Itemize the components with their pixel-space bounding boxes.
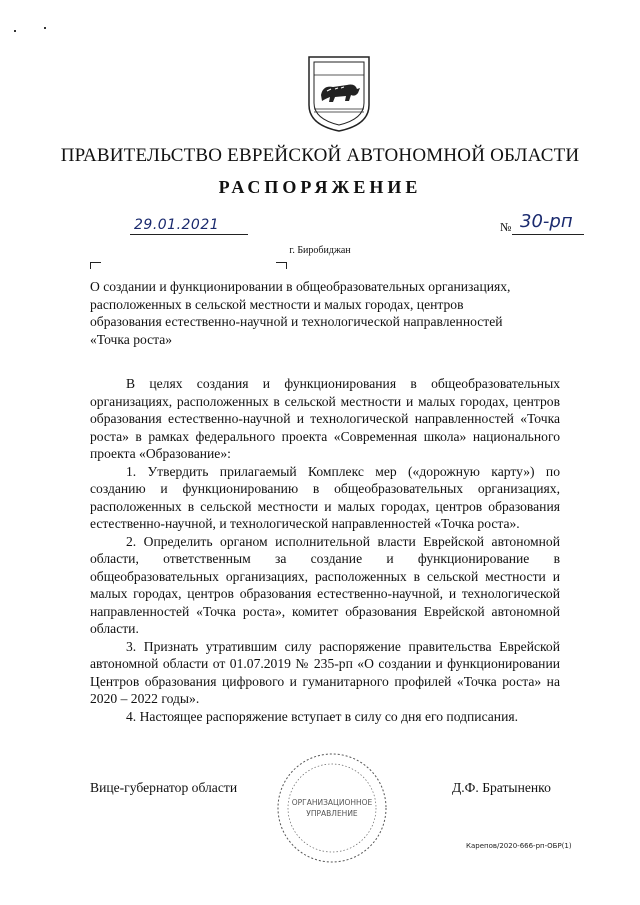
title-bracket-right [276, 262, 287, 269]
title-line: «Точка роста» [90, 331, 173, 347]
scan-speck [14, 30, 16, 32]
title-line: образования естественно-научной и технологической направленностей [90, 314, 503, 329]
document-body [90, 375, 560, 725]
signer-name: Д.Ф. Братыненко [452, 780, 551, 795]
coat-of-arms-emblem [305, 55, 373, 133]
title-bracket-left [90, 262, 101, 269]
title-line: расположенных в сельской местности и малых городах, центров [90, 296, 464, 312]
svg-text:ОРГАНИЗАЦИОННОЕ: ОРГАНИЗАЦИОННОЕ [291, 798, 373, 807]
document-number: 30-рп [520, 211, 573, 232]
svg-text:УПРАВЛЕНИЕ: УПРАВЛЕНИЕ [306, 809, 358, 818]
clause-3-paragraph: 3. Признать утратившим силу распоряжение правительства Еврейской автономной области от 01.07.2019 № 235-рп «О создании и функционировании Центров образования цифрового и гуманитарного профилей «Точка роста» на 2020 – 2022 годы». [90, 638, 560, 706]
official-stamp [272, 748, 392, 868]
signer-title: Вице-губернатор области [90, 780, 238, 795]
clause-1-paragraph: 1. Утвердить прилагаемый Комплекс мер («дорожную карту») по созданию и функционированию в общеобразовательных организациях, расположенных в сельской местности и малых городах, центров образования естественно-научной, и технологической направленностей «Точка роста». [90, 463, 560, 531]
city-of-issue: г. Биробиджан [289, 245, 351, 256]
scan-speck [44, 27, 46, 29]
clause-2-paragraph: 2. Определить органом исполнительной власти Еврейской автономной области, ответственным за создание и функционирование в общеобразовательных организациях, расположенных в сельской местности и малых городах, центров образования естественно-научной, и технологической направленностей «Точка роста», комитет образования Еврейской автономной области. [90, 533, 560, 636]
document-title [90, 278, 560, 348]
preamble-paragraph: В целях создания и функционирования в общеобразовательных организациях, расположенных в сельской местности и малых городах, центров образования естественно-научной и технологической направленностей «Точка роста» в рамках федерального проекта «Современная школа» национального проекта «Образование»: [90, 376, 560, 461]
document-type-heading: РАСПОРЯЖЕНИЕ [218, 177, 422, 197]
organization-name: ПРАВИТЕЛЬСТВО ЕВРЕЙСКОЙ АВТОНОМНОЙ ОБЛАСТИ [60, 145, 580, 166]
clause-4-paragraph: 4. Настоящее распоряжение вступает в силу со дня его подписания. [126, 708, 519, 724]
document-date: 29.01.2021 [134, 217, 220, 233]
footer-reference: Карепов/2020-666-рп-ОБР(1) [466, 842, 572, 850]
number-label: № [500, 220, 512, 234]
title-line: О создании и функционировании в общеобразовательных организациях, [90, 279, 511, 294]
